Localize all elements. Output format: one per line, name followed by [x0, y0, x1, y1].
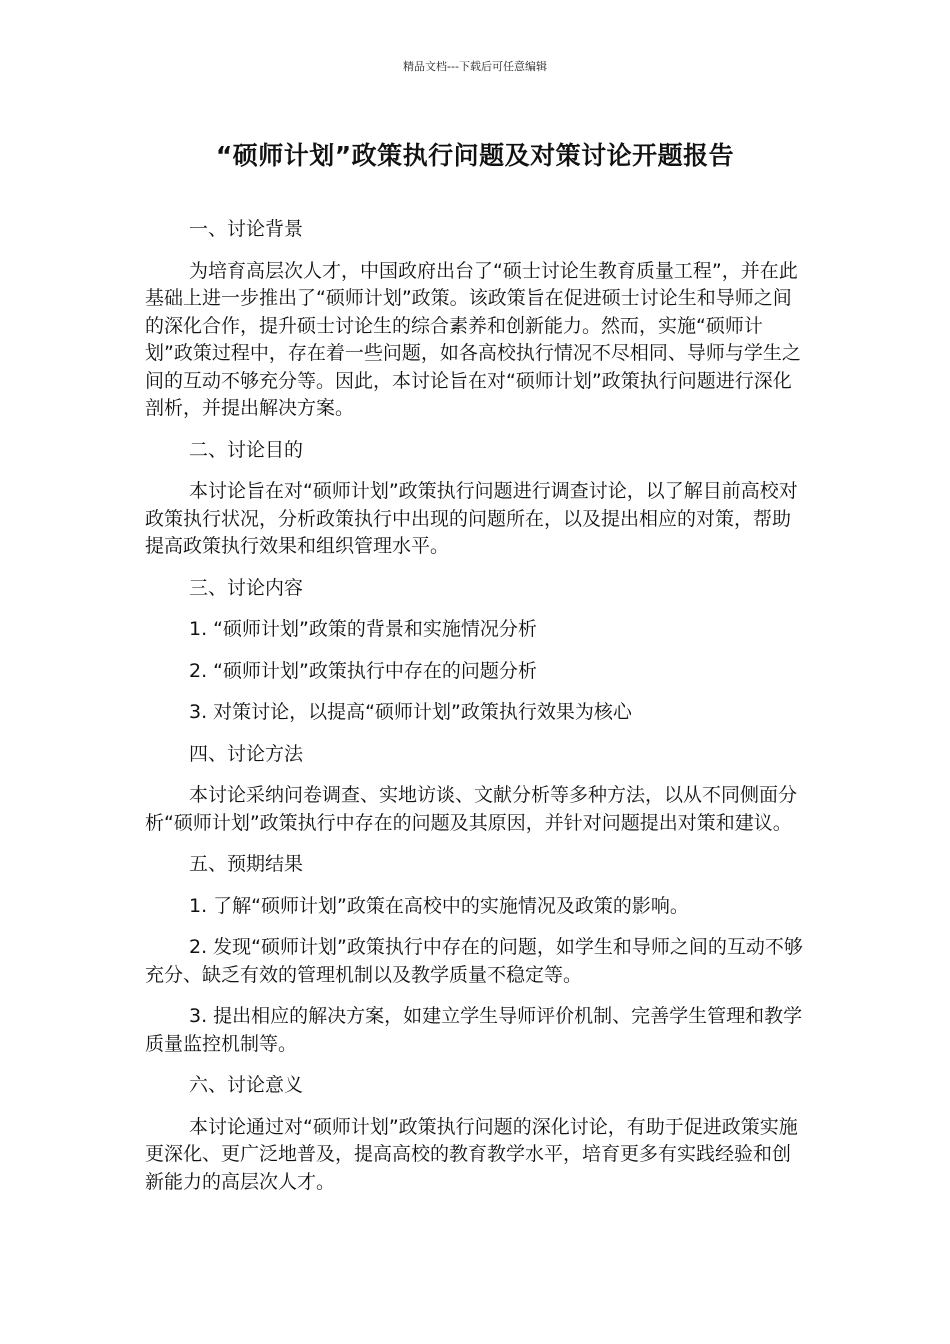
document-title: “硕师计划”政策执行问题及对策讨论开题报告 [215, 141, 735, 170]
content-item: 1. “硕师计划”政策的背景和实施情况分析 [189, 618, 537, 640]
content-item: 2. “硕师计划”政策执行中存在的问题分析 [189, 659, 537, 682]
section-heading-background: 一、讨论背景 [189, 218, 304, 240]
significance-paragraph: 本讨论通过对“硕师计划”政策执行问题的深化讨论，有助于促进政策实施更深化、更广泛地普及，提高高校的教育教学水平，培育更多有实践经验和创新能力的高层次人才。 [145, 1115, 798, 1193]
page-header: 精品文档---下载后可任意编辑 [403, 60, 547, 73]
expected-result-item: 3. 提出相应的解决方案，如建立学生导师评价机制、完善学生管理和教学质量监控机制等。 [145, 1005, 803, 1055]
expected-result-item: 2. 发现“硕师计划”政策执行中存在的问题，如学生和导师之间的互动不够充分、缺乏有效的管理机制以及教学质量不稳定等。 [145, 936, 803, 986]
expected-result-item: 1. 了解“硕师计划”政策在高校中的实施情况及政策的影响。 [189, 894, 689, 917]
section-heading-purpose: 二、讨论目的 [189, 438, 304, 461]
background-paragraph: 为培育高层次人才，中国政府出台了“硕士讨论生教育质量工程”，并在此基础上进一步推出了“硕师计划”政策。该政策旨在促进硕士讨论生和导师之间的深化合作，提升硕士讨论生的综合素养和创新能力。然而，实施“硕师计划”政策过程中，存在着一些问题，如各高校执行情况不尽相同、导师与学生之间的互动不够充分等。因此，本讨论旨在对“硕师计划”政策执行问题进行深化剖析，并提出解决方案。 [145, 259, 801, 419]
section-heading-expected-results: 五、预期结果 [189, 853, 304, 875]
purpose-paragraph: 本讨论旨在对“硕师计划”政策执行问题进行调查讨论，以了解目前高校对政策执行状况，分析政策执行中出现的问题所在，以及提出相应的对策，帮助提高政策执行效果和组织管理水平。 [145, 480, 798, 557]
document-body [145, 216, 805, 1210]
section-heading-significance: 六、讨论意义 [189, 1074, 304, 1096]
content-item: 3. 对策讨论，以提高“硕师计划”政策执行效果为核心 [189, 701, 632, 723]
method-paragraph: 本讨论采纳问卷调查、实地访谈、文献分析等多种方法，以从不同侧面分析“硕师计划”政策执行中存在的问题及其原因，并针对问题提出对策和建议。 [145, 784, 798, 834]
section-heading-content: 三、讨论内容 [189, 576, 304, 599]
section-heading-method: 四、讨论方法 [189, 742, 304, 765]
